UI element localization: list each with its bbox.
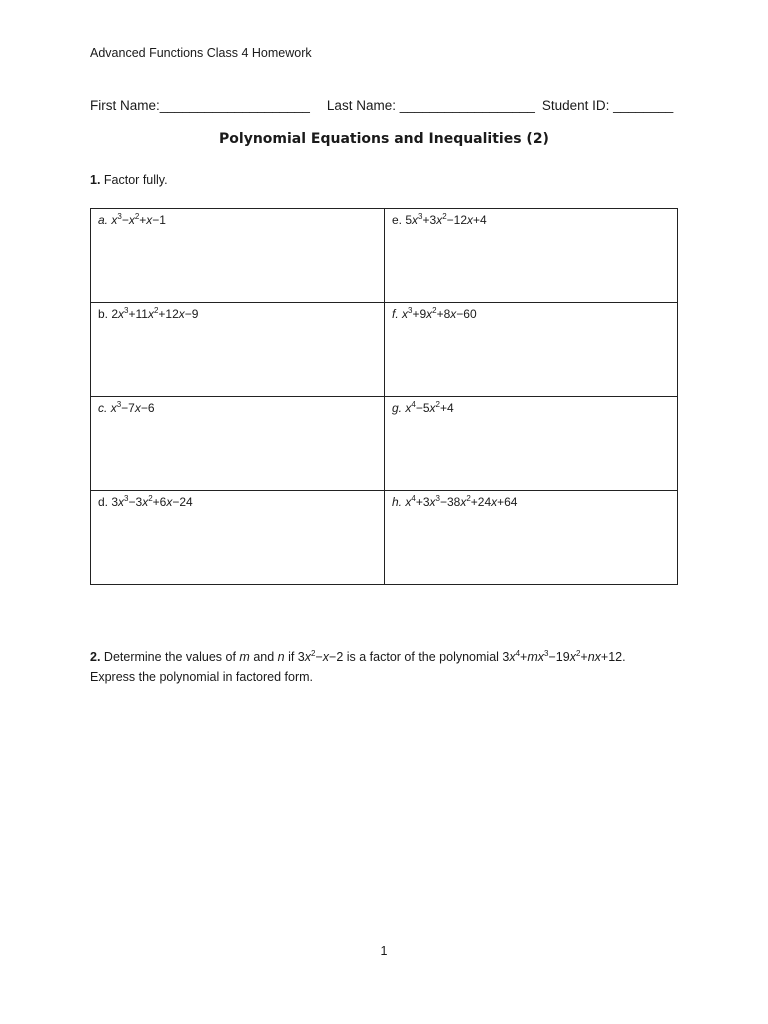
item-a-cell	[91, 209, 385, 303]
item-f-cell	[385, 303, 678, 397]
item-h-expression: $x^4+3x^3-38x^2+24x+64$	[405, 494, 518, 509]
factoring-table	[90, 208, 678, 585]
item-f-expression: $x^3+9x^2+8x-60$	[402, 306, 477, 321]
table-row	[91, 303, 678, 397]
item-f-label: f.	[392, 307, 399, 321]
item-e-expression: $5x^3+3x^2-12x+4$	[405, 212, 487, 227]
item-e-cell	[385, 209, 678, 303]
course-header: Advanced Functions Class 4 Homework	[90, 46, 312, 60]
question-1-text: Factor fully.	[103, 173, 168, 187]
item-h-label: h.	[392, 495, 403, 509]
student-id-field: Student ID: ________	[541, 98, 674, 113]
question-2-text: Determine the values of m and n if $3x^2-x-2$ is a factor of the polynomial $3x^4+mx^3-19x^2+nx+12$. Express the polynomial in factored form.	[90, 648, 626, 684]
item-d-label: d.	[98, 495, 109, 509]
worksheet-title: Polynomial Equations and Inequalities (2)	[219, 131, 549, 147]
table-row	[91, 397, 678, 491]
student-info-row	[90, 98, 673, 113]
table-row	[91, 491, 678, 585]
table-row	[91, 209, 678, 303]
item-h-cell	[385, 491, 678, 585]
item-e-label: e.	[392, 213, 403, 227]
item-d-cell	[91, 491, 385, 585]
first-name-field: First Name:____________________	[90, 98, 310, 113]
item-a-label: a.	[98, 213, 109, 227]
question-2	[90, 647, 690, 687]
item-d-expression: $3x^3-3x^2+6x-24$	[111, 494, 193, 509]
item-b-cell	[91, 303, 385, 397]
item-c-label: c.	[98, 401, 108, 415]
item-c-cell	[91, 397, 385, 491]
item-g-cell	[385, 397, 678, 491]
item-c-expression: $x^3-7x-6$	[110, 400, 155, 415]
item-g-label: g.	[392, 401, 403, 415]
item-g-expression: $x^4-5x^2+4$	[405, 400, 454, 415]
item-a-expression: $x^3-x^2+x-1$	[111, 212, 166, 227]
question-2-number: 2.	[90, 650, 101, 664]
page-number: 1	[380, 944, 388, 958]
item-b-label: b.	[98, 307, 109, 321]
question-1-number: 1.	[90, 173, 101, 187]
last-name-field: Last Name: __________________	[326, 98, 535, 113]
question-1-prompt	[90, 173, 168, 187]
item-b-expression: $2x^3+11x^2+12x-9$	[111, 306, 199, 321]
